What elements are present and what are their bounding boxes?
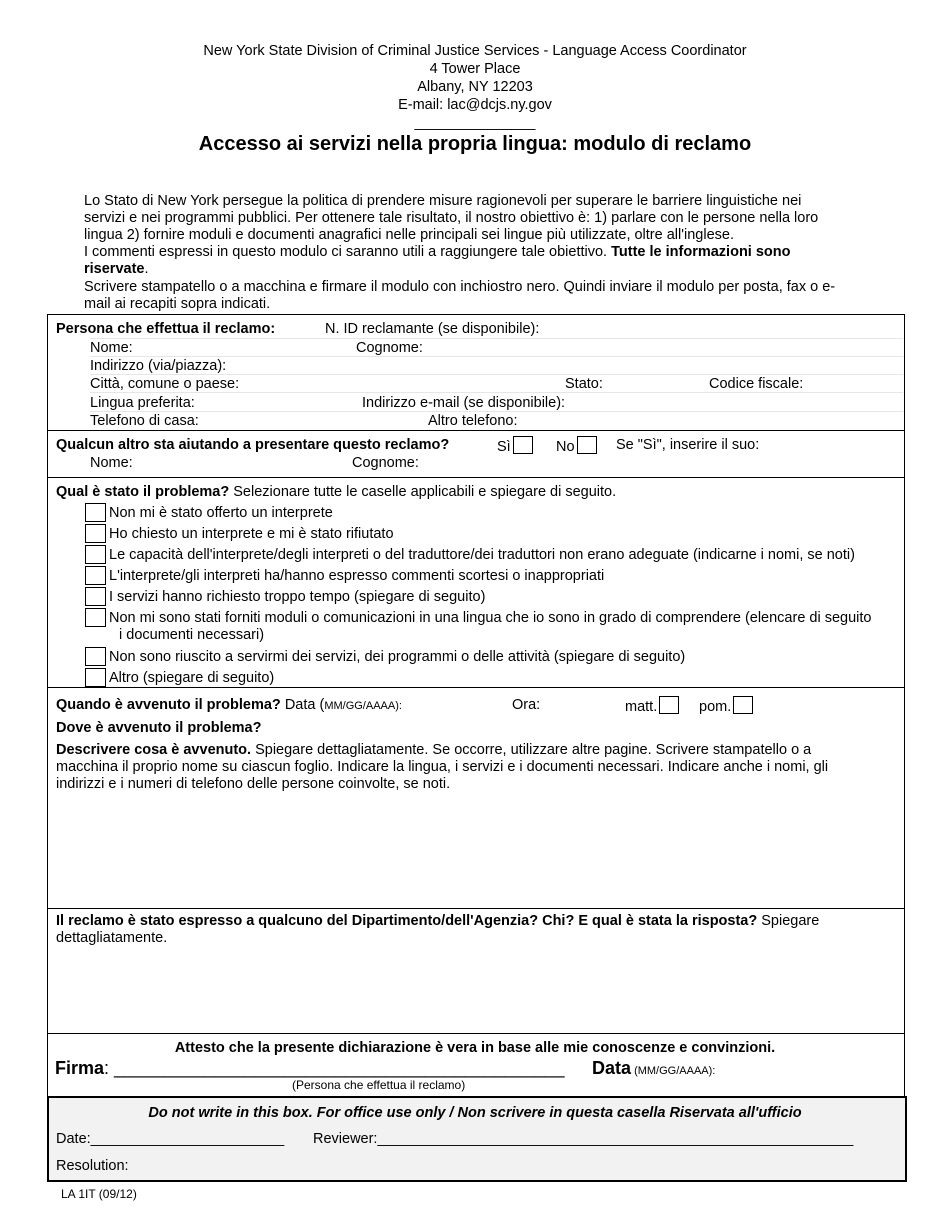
problem-checkbox-4[interactable]: [85, 566, 106, 585]
problem-option-4: L'interprete/gli interpreti ha/hanno espresso commenti scortesi o inappropriati: [109, 568, 605, 584]
org-address-line2: Albany, NY 12203: [417, 79, 533, 95]
last-name-field[interactable]: Cognome:: [356, 340, 423, 356]
problem-checkbox-6[interactable]: [85, 608, 106, 627]
office-resolution-field[interactable]: Resolution:: [56, 1158, 129, 1174]
helper-if-yes-label: Se "Sì", inserire il suo:: [616, 437, 760, 453]
street-address-field[interactable]: Indirizzo (via/piazza):: [90, 358, 227, 374]
first-name-field[interactable]: Nome:: [90, 340, 133, 356]
signature-line[interactable]: _____________________________________________: [114, 1058, 565, 1078]
am-option: matt.: [625, 696, 679, 716]
complainant-id-field[interactable]: N. ID reclamante (se disponibile):: [325, 321, 540, 337]
problem-option-7: Non sono riuscito a servirmi dei servizi, dei programmi o delle attività (spiegare di seguito): [109, 649, 686, 665]
org-email: E-mail: lac@dcjs.ny.gov: [398, 97, 552, 113]
helper-first-name-field[interactable]: Nome:: [90, 455, 133, 471]
signature-date-field[interactable]: Data (MM/GG/AAAA):: [592, 1058, 716, 1078]
description-area[interactable]: [56, 800, 901, 900]
helper-yes-option: Sì: [497, 436, 533, 456]
page-title: Accesso ai servizi nella propria lingua: modulo di reclamo: [198, 133, 752, 155]
time-field[interactable]: Ora:: [512, 697, 541, 713]
home-phone-field[interactable]: Telefono di casa:: [90, 413, 199, 429]
problem-option-6: Non mi sono stati forniti moduli o comunicazioni in una lingua che io sono in grado di comprendere (elencare di seguito: [109, 610, 872, 626]
pm-checkbox[interactable]: [733, 696, 753, 714]
problem-checkbox-7[interactable]: [85, 647, 106, 666]
pm-option: pom.: [699, 696, 753, 716]
state-field[interactable]: Stato:: [565, 376, 603, 392]
problem-checkbox-2[interactable]: [85, 524, 106, 543]
helper-yes-checkbox[interactable]: [513, 436, 533, 454]
problem-option-1: Non mi è stato offerto un interprete: [109, 505, 333, 521]
where-field[interactable]: Dove è avvenuto il problema?: [56, 720, 262, 736]
attestation-statement: Attesto che la presente dichiarazione è vera in base alle mie conoscenze e convinzioni.: [174, 1040, 776, 1056]
helper-no-checkbox[interactable]: [577, 436, 597, 454]
problem-checkbox-3[interactable]: [85, 545, 106, 564]
city-field[interactable]: Città, comune o paese:: [90, 376, 240, 392]
org-address-line1: 4 Tower Place: [429, 61, 521, 77]
complainant-heading: Persona che effettua il reclamo:: [56, 321, 276, 337]
problem-checkbox-5[interactable]: [85, 587, 106, 606]
tax-code-field[interactable]: Codice fiscale:: [709, 376, 804, 392]
agency-question: Il reclamo è stato espresso a qualcuno del Dipartimento/dell'Agenzia? Chi? E qual è stata la risposta? Spiegare dettagliatamente.: [56, 913, 820, 946]
problem-option-2: Ho chiesto un interprete e mi è stato rifiutato: [109, 526, 394, 542]
problem-checkbox-8[interactable]: [85, 668, 106, 687]
instructions-paragraph: Scrivere stampatello o a macchina e firmare il modulo con inchiostro nero. Quindi inviare il modulo per posta, fax o e- mail ai recapiti sopra indicati.: [84, 279, 836, 312]
email-field[interactable]: Indirizzo e-mail (se disponibile):: [362, 395, 566, 411]
office-date-field[interactable]: Date:________________________: [56, 1131, 285, 1147]
intro-paragraph: Lo Stato di New York persegue la politica di prendere misure ragionevoli per superare le barriere linguistiche nei servizi e nei programmi pubblici. Per ottenere tale risultato, il nostro obiettivo è: 1) parlare con le persone nella loro lingua 2) fornire moduli e documenti anagrafici nelle principali sei lingue più utilizzate, oltre all'inglese. I commenti espressi in questo modulo ci saranno utili a raggiungere tale obiettivo. Tutte le informazioni sono riservate.: [84, 193, 819, 277]
am-checkbox[interactable]: [659, 696, 679, 714]
when-date-row[interactable]: Quando è avvenuto il problema? Data (MM/GG/AAAA):: [56, 697, 402, 713]
form-code: LA 1IT (09/12): [61, 1187, 137, 1201]
problem-option-8: Altro (spiegare di seguito): [109, 670, 275, 686]
helper-last-name-field[interactable]: Cognome:: [352, 455, 419, 471]
problem-heading: Qual è stato il problema? Selezionare tutte le caselle applicabili e spiegare di seguito.: [56, 484, 617, 500]
signature-caption: (Persona che effettua il reclamo): [292, 1078, 466, 1092]
problem-option-3: Le capacità dell'interprete/degli interpreti o del traduttore/dei traduttori non erano adeguate (indicarne i nomi, se noti): [109, 547, 855, 563]
problem-checkbox-1[interactable]: [85, 503, 106, 522]
org-name: New York State Division of Criminal Justice Services - Language Access Coordinator: [203, 43, 747, 59]
office-reviewer-field[interactable]: Reviewer:___________________________________________________________: [313, 1131, 854, 1147]
describe-instructions: Descrivere cosa è avvenuto. Spiegare dettagliatamente. Se occorre, utilizzare altre pagine. Scrivere stampatello o a macchina il proprio nome su ciascun foglio. Indicare la lingua, i servizi e i documenti necessari. Indicare anche i nomi, gli indirizzi e i numeri di telefono delle persone coinvolte, se noti.: [56, 742, 829, 792]
helper-question: Qualcun altro sta aiutando a presentare questo reclamo?: [56, 437, 450, 453]
problem-option-5: I servizi hanno richiesto troppo tempo (spiegare di seguito): [109, 589, 486, 605]
agency-response-area[interactable]: [56, 950, 901, 1028]
helper-no-option: No: [556, 436, 597, 456]
office-use-heading: Do not write in this box. For office use only / Non scrivere in questa casella Riservata all'ufficio: [148, 1105, 802, 1121]
problem-option-6-continued: i documenti necessari): [119, 627, 265, 643]
preferred-language-field[interactable]: Lingua preferita:: [90, 395, 195, 411]
signature-label: Firma:: [55, 1058, 110, 1078]
header-separator: _______________: [414, 115, 536, 131]
other-phone-field[interactable]: Altro telefono:: [428, 413, 518, 429]
